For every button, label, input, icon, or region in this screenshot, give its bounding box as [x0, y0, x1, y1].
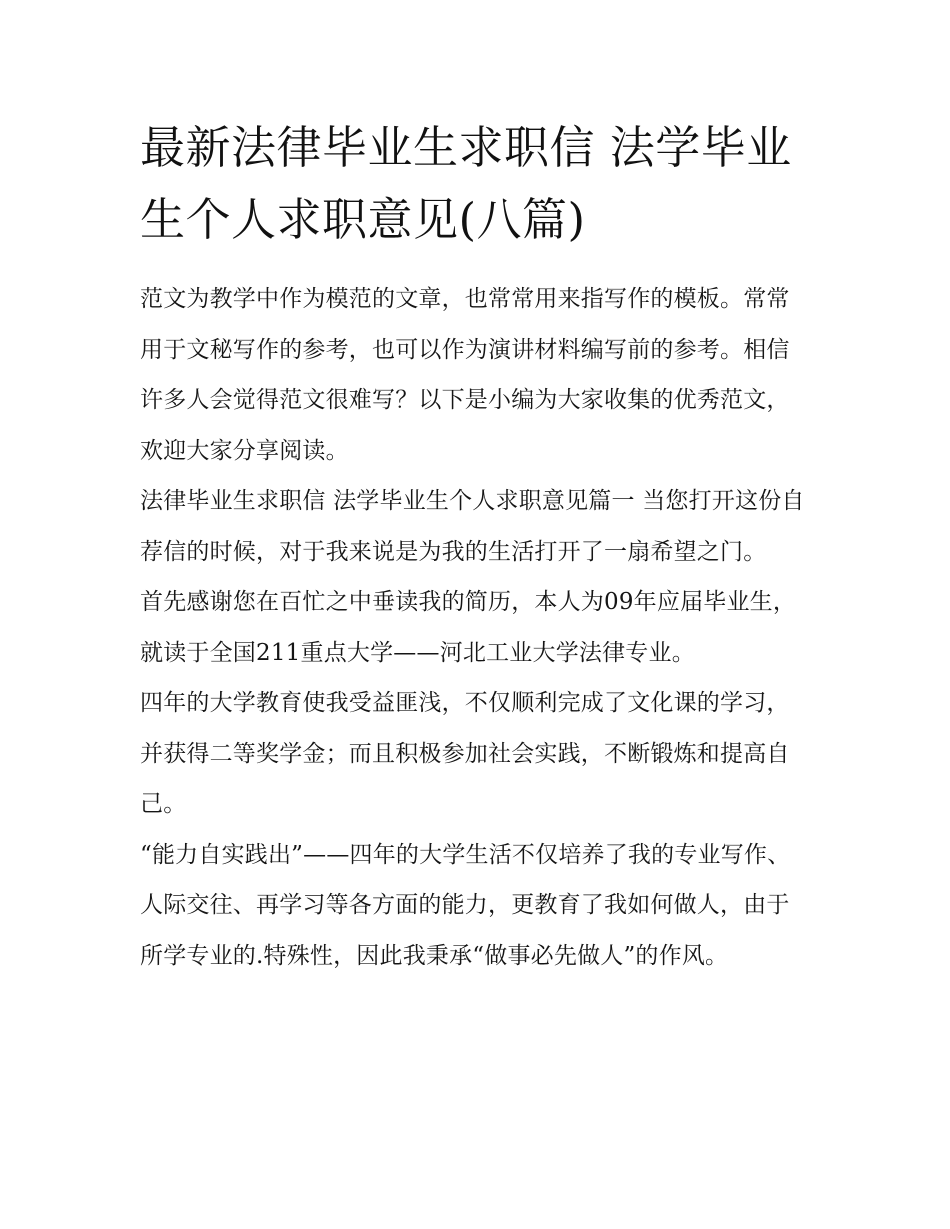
document-content: [140, 112, 810, 981]
intro-paragraph: 范文为教学中作为模范的文章，也常常用来指写作的模板。常常用于文秘写作的参考，也可以作为演讲材料编写前的参考。相信许多人会觉得范文很难写？以下是小编为大家收集的优秀范文，欢迎大家分享阅读。: [140, 286, 790, 464]
ability-paragraph: “能力自实践出”——四年的大学生活不仅培养了我的专业写作、人际交往、再学习等各方面的能力，更教育了我如何做人，由于所学专业的.特殊性，因此我秉承“做事必先做人”的作风。: [140, 841, 791, 969]
letter-opening-paragraph: 法律毕业生求职信 法学毕业生个人求职意见篇一 当您打开这份自荐信的时候，对于我来说是为我的生活打开了一扇希望之门。: [140, 488, 805, 565]
education-paragraph: 首先感谢您在百忙之中垂读我的简历，本人为09年应届毕业生，就读于全国211重点大学——河北工业大学法律专业。: [140, 589, 797, 666]
document-title: 最新法律毕业生求职信 法学毕业生个人求职意见(八篇): [140, 121, 792, 246]
study-experience-paragraph: 四年的大学教育使我受益匪浅，不仅顺利完成了文化课的学习，并获得二等奖学金；而且积极参加社会实践，不断锻炼和提高自己。: [140, 690, 790, 817]
